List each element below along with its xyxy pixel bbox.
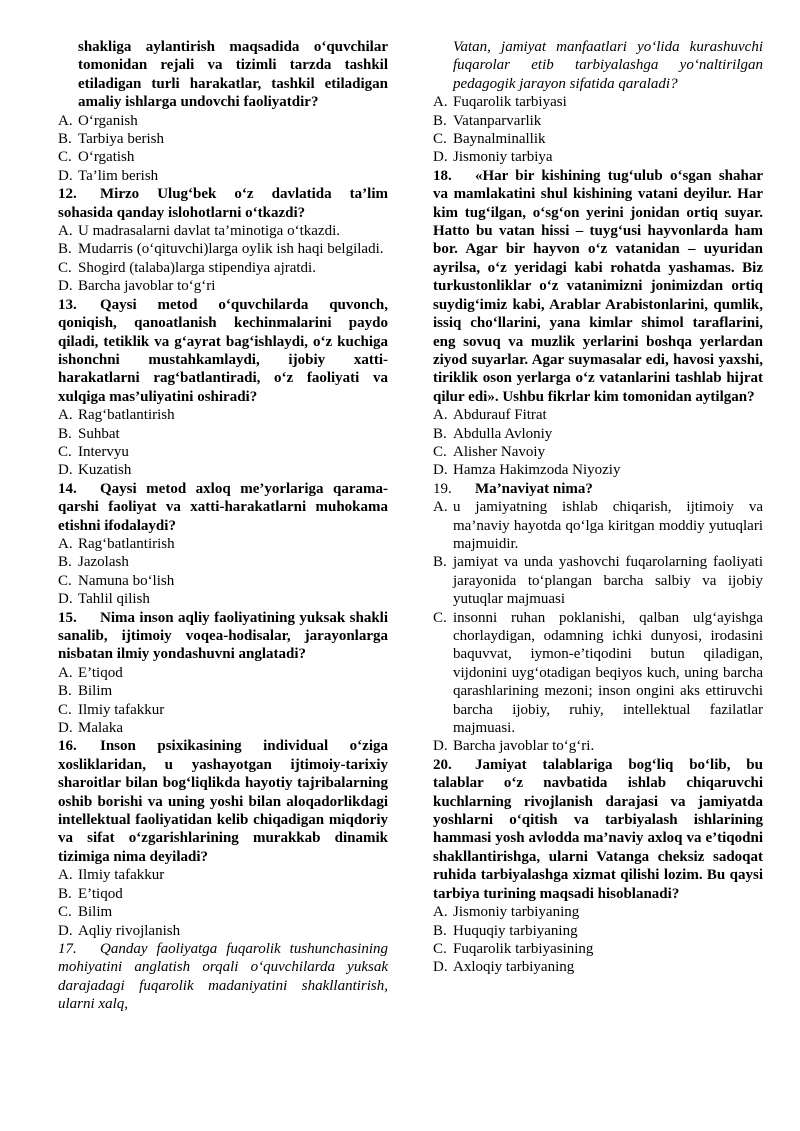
question-text: Mirzo Ulug‘bek o‘z davlatida ta’lim sohasida qanday islohotlarni o‘tkazdi?: [58, 186, 388, 221]
option-text: Shogird (talaba)larga stipendiya ajratdi.: [78, 259, 316, 276]
option-text: Mudarris (o‘qituvchi)larga oylik ish haqi belgiladi.: [78, 241, 384, 258]
option-text: Kuzatish: [78, 462, 132, 479]
option-letter: C.: [58, 572, 72, 589]
option-letter: A.: [58, 407, 73, 424]
question-number: 20.: [433, 756, 452, 773]
question-text: Ma’naviyat nima?: [475, 480, 593, 497]
option-letter: D.: [58, 278, 73, 295]
question-number: 19.: [433, 480, 452, 497]
option-letter: A.: [58, 535, 73, 552]
option-text: Hamza Hakimzoda Niyoziy: [453, 462, 621, 479]
option-text: Jismoniy tarbiya: [453, 149, 553, 166]
question: [433, 756, 763, 903]
option-text: E’tiqod: [78, 885, 123, 902]
option-text: insonni ruhan poklanishi, qalban ulg‘ayishga chorlaydigan, odamning ichki dunyosi, irodasini baquvvat, iymon-e’tiqodini butun qiladigan, vijdonini uyg‘otadigan beqiyos kuch, uning barcha qarashlarining mezoni; inson ongini aks ettiruvchi barcha ijobiy, ruhiy, intellektual fazilatlar majmuasi.: [453, 609, 763, 737]
option-letter: B.: [433, 554, 447, 571]
option-letter: A.: [58, 664, 73, 681]
answer-option: [433, 461, 763, 479]
option-text: Ilmiy tafakkur: [78, 701, 165, 718]
answer-option: [58, 701, 388, 719]
question: [58, 480, 388, 535]
answer-option: [58, 572, 388, 590]
right-column: [433, 38, 763, 977]
option-letter: B.: [433, 425, 447, 442]
question-text: «Har bir kishining tug‘ulub o‘sgan shahar va mamlakatini shul kishining vatani deyilur. Har kim tug‘ilgan, o‘sg‘on yerini jonidan ortiq suyar. Hatto bu vatan hissi – tuyg‘usi hayvonlarda ham bor. Agar bir hayvon o‘z vatanidan – uyuridan ayrilsa, o‘z yeridagi kabi rohatda yashamas. Biz turkustonliklar o‘z vatanimizni jonimizdan ortiq suydig‘imiz kabi, Arablar Arabistonlarini, qumlik, issiq cho‘llarini, yana kimlar shimol taraflarini, eng sovuq va muzlik yerlarini boshqa yerlardan ziyod suyarlar. Agar suymasalar edi, havosi yaxshi, tiriklik oson yerlarga o‘z vatanlarini tashlab hijrat qilur edi». Ushbu fikrlar kim tomonidan aytilgan?: [433, 167, 763, 405]
answer-option: [433, 737, 763, 755]
answer-option: [58, 885, 388, 903]
option-text: Jismoniy tarbiyaning: [453, 904, 580, 921]
answer-option: [433, 940, 763, 958]
option-letter: A.: [433, 407, 448, 424]
option-letter: D.: [433, 738, 448, 755]
answer-option: [433, 443, 763, 461]
answer-option: [58, 461, 388, 479]
question: [58, 609, 388, 664]
option-letter: A.: [433, 499, 448, 516]
question-text: Vatan, jamiyat manfaatlari yo‘lida kurashuvchi fuqarolar etib tarbiyalashga yo‘naltirilgan pedagogik jarayon sifatida qaraladi?: [453, 39, 763, 92]
option-letter: C.: [58, 149, 72, 166]
option-text: Alisher Navoiy: [453, 443, 546, 460]
answer-option: [58, 130, 388, 148]
question: [58, 737, 388, 866]
answer-option: [433, 903, 763, 921]
option-text: Abdulla Avloniy: [453, 425, 553, 442]
option-letter: A.: [58, 112, 73, 129]
option-letter: D.: [58, 922, 73, 939]
answer-option: [433, 922, 763, 940]
option-text: Bilim: [78, 904, 113, 921]
answer-option: [433, 553, 763, 608]
answer-option: [58, 259, 388, 277]
option-text: U madrasalarni davlat ta’minotiga o‘tkazdi.: [78, 223, 340, 240]
answer-option: [58, 222, 388, 240]
question: [58, 940, 388, 1014]
option-text: jamiyat va unda yashovchi fuqarolarning faoliyati jarayonida to‘plangan barcha salbiy va ijobiy yutuqlar majmuasi: [453, 554, 763, 608]
question-text: Jamiyat talablariga bog‘liq bo‘lib, bu talablar o‘z navbatida ishlab chiqaruvchi kuchlarning rivojlanish darajasi va jamiyatda yoshlarni o‘qitish va tarbiyalash ishlarining hammasi yosh avlodda ma’naviy axloq va e’tiqodni shakllantirishga, ularni Vatanga cheksiz sadoqat ruhida tarbiyalashga xizmat qilishi lozim. Bu qaysi tarbiya turining maqsadi hisoblanadi?: [433, 756, 763, 902]
option-text: Vatanparvarlik: [453, 112, 542, 129]
option-letter: D.: [433, 149, 448, 166]
answer-option: [58, 148, 388, 166]
option-letter: B.: [58, 683, 72, 700]
answer-option: [433, 609, 763, 738]
answer-option: [433, 498, 763, 553]
answer-option: [58, 903, 388, 921]
option-letter: C.: [58, 701, 72, 718]
option-text: Ta’lim berish: [78, 167, 159, 184]
answer-option: [58, 719, 388, 737]
option-letter: C.: [58, 259, 72, 276]
option-letter: C.: [433, 940, 447, 957]
option-letter: B.: [58, 131, 72, 148]
option-text: Ilmiy tafakkur: [78, 867, 165, 884]
answer-option: [433, 93, 763, 111]
option-letter: D.: [433, 462, 448, 479]
answer-option: [58, 922, 388, 940]
answer-option: [433, 130, 763, 148]
left-column: [58, 38, 388, 1014]
option-text: E’tiqod: [78, 664, 123, 681]
answer-option: [58, 866, 388, 884]
answer-option: [58, 664, 388, 682]
option-text: O‘rgatish: [78, 149, 135, 166]
question: [433, 38, 763, 93]
option-letter: B.: [58, 554, 72, 571]
option-text: Fuqarolik tarbiyasi: [453, 94, 567, 111]
answer-option: [433, 112, 763, 130]
question-number: 13.: [58, 296, 77, 313]
question-text: Inson psixikasining individual o‘ziga xosliklaridan, u yashayotgan ijtimoiy-tarixiy sharoitlar bilan bog‘liqlikda hayotiy tajribalarning oshib borishi va uning yoshi bilan aloqadorlikdagi intellektual faoliyatidan kelib chiqadigan miqdoriy va sifat o‘zgarishlarining murakkab dinamik tizimiga nima deyiladi?: [58, 738, 388, 865]
option-letter: D.: [58, 167, 73, 184]
option-text: Intervyu: [78, 443, 129, 460]
option-letter: B.: [58, 425, 72, 442]
answer-option: [58, 112, 388, 130]
option-text: Huquqiy tarbiyaning: [453, 922, 578, 939]
option-letter: A.: [433, 94, 448, 111]
option-text: Rag‘batlantirish: [78, 407, 175, 424]
option-text: Barcha javoblar to‘g‘ri.: [453, 738, 595, 755]
question-text: Qanday faoliyatga fuqarolik tushunchasining mohiyatini anglatish orqali o‘quvchilarda yuksak darajadagi fuqarolik madaniyatini shakllantirish, ularni xalq,: [58, 940, 388, 1013]
answer-option: [433, 958, 763, 976]
option-letter: B.: [433, 112, 447, 129]
option-letter: C.: [433, 131, 447, 148]
answer-option: [58, 553, 388, 571]
option-text: Barcha javoblar to‘g‘ri: [78, 278, 216, 295]
question: [58, 185, 388, 222]
option-letter: A.: [58, 223, 73, 240]
answer-option: [433, 148, 763, 166]
option-text: Rag‘batlantirish: [78, 535, 175, 552]
answer-option: [433, 425, 763, 443]
question-number: 12.: [58, 186, 77, 203]
answer-option: [58, 425, 388, 443]
question: [58, 38, 388, 112]
question-number: 17.: [58, 940, 77, 957]
question-text: Nima inson aqliy faoliyatining yuksak shakli sanalib, ijtimoiy voqea-hodisalar, jarayonlarga nisbatan ilmiy yondashuvni anglatadi?: [58, 609, 388, 663]
option-letter: B.: [58, 241, 72, 258]
question-text: shakliga aylantirish maqsadida o‘quvchilar tomonidan rejali va tizimli tarzda tashkil etiladigan turli harakatlar, tashkil etiladigan amaliy ishlarga undovchi faoliyatdir?: [78, 39, 388, 111]
option-text: Malaka: [78, 720, 123, 737]
question-number: 16.: [58, 738, 77, 755]
option-text: Namuna bo‘lish: [78, 572, 175, 589]
option-letter: C.: [433, 609, 447, 626]
answer-option: [58, 590, 388, 608]
option-text: Tarbiya berish: [78, 131, 165, 148]
answer-option: [58, 443, 388, 461]
option-text: Fuqarolik tarbiyasining: [453, 940, 594, 957]
question-text: Qaysi metod o‘quvchilarda quvonch, qoniqish, qanoatlanish kechinmalarini paydo qiladi, tetiklik va g‘ayrat bag‘ishlaydi, o‘z kuchiga ishonchni mustahkamlaydi, ijobiy xatti-harakatlarni rag‘batlantiradi, o‘z faoliyati va xulqiga mas’uliyatini oshiradi?: [58, 296, 388, 405]
answer-option: [58, 682, 388, 700]
option-letter: D.: [58, 462, 73, 479]
option-text: Axloqiy tarbiyaning: [453, 959, 575, 976]
option-letter: D.: [58, 720, 73, 737]
option-letter: D.: [58, 591, 73, 608]
question-number: 14.: [58, 480, 77, 497]
answer-option: [58, 406, 388, 424]
answer-option: [58, 167, 388, 185]
question: [58, 296, 388, 406]
option-letter: C.: [58, 443, 72, 460]
answer-option: [433, 406, 763, 424]
question-number: 18.: [433, 167, 452, 184]
option-text: O‘rganish: [78, 112, 138, 129]
option-letter: A.: [433, 904, 448, 921]
question-number: 15.: [58, 609, 77, 626]
option-text: Tahlil qilish: [78, 591, 150, 608]
option-text: Jazolash: [78, 554, 129, 571]
option-letter: C.: [433, 443, 447, 460]
question: [433, 480, 763, 498]
answer-option: [58, 535, 388, 553]
option-text: Bilim: [78, 683, 113, 700]
option-text: Baynalminallik: [453, 131, 546, 148]
question-text: Qaysi metod axloq me’yorlariga qarama-qarshi faoliyat va xatti-harakatlarni muhokama etishni ifodalaydi?: [58, 480, 388, 534]
answer-option: [58, 240, 388, 258]
option-letter: A.: [58, 867, 73, 884]
option-text: Suhbat: [78, 425, 120, 442]
answer-option: [58, 277, 388, 295]
option-letter: C.: [58, 904, 72, 921]
option-letter: D.: [433, 959, 448, 976]
option-letter: B.: [58, 885, 72, 902]
option-letter: B.: [433, 922, 447, 939]
option-text: Abdurauf Fitrat: [453, 407, 547, 424]
option-text: Aqliy rivojlanish: [78, 922, 181, 939]
option-text: u jamiyatning ishlab chiqarish, ijtimoiy va ma’naviy hayotda qo‘lga kiritgan moddiy yutuqlari majmuidir.: [453, 499, 763, 552]
question: [433, 167, 763, 406]
